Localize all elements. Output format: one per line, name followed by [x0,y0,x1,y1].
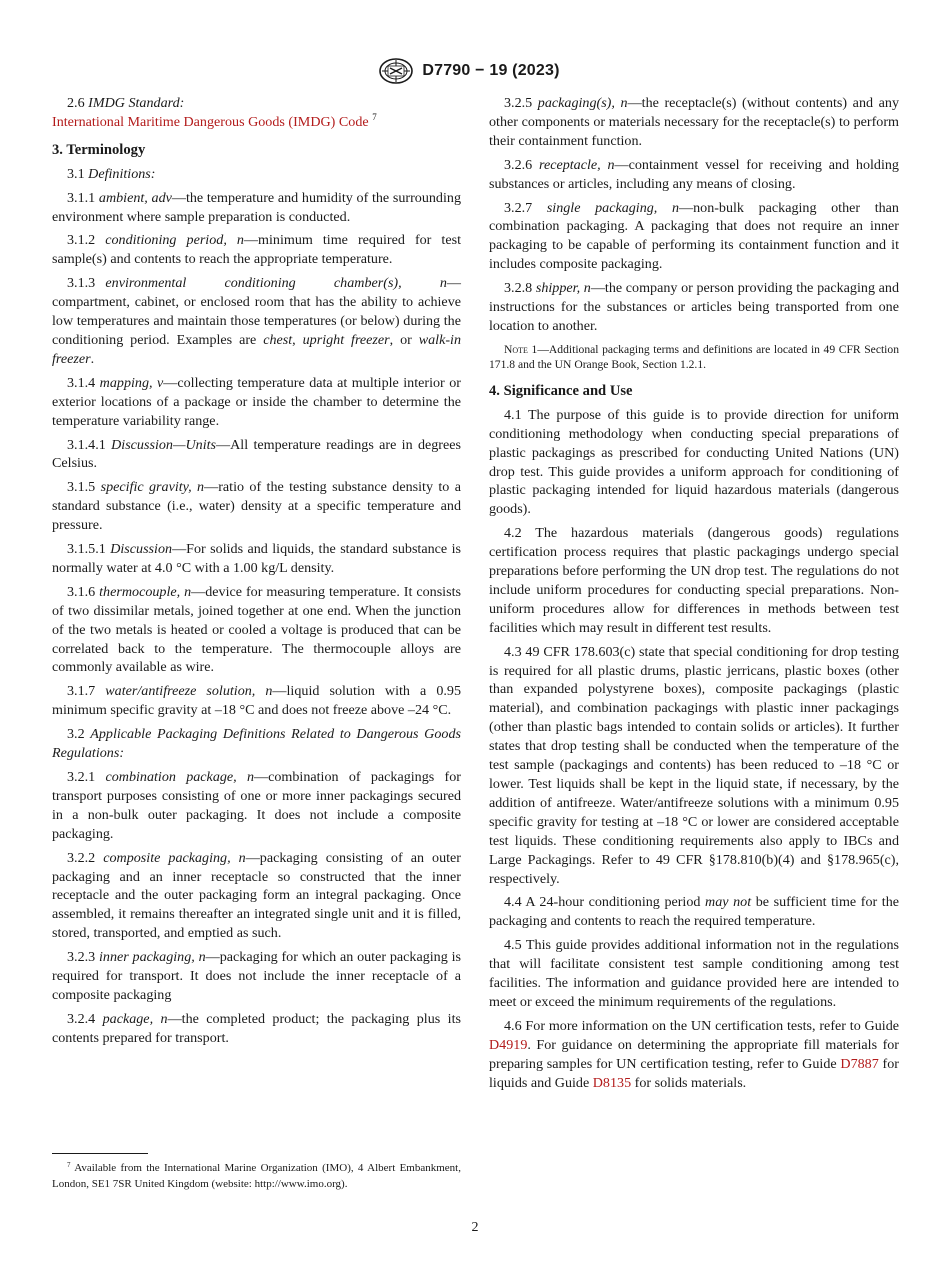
footnote-number: 7 [67,1161,71,1169]
definition-3-1-4-1 [52,436,461,474]
left-column [52,94,461,1053]
definition-term: shipper, n [535,280,591,297]
definition-3-1-7 [52,682,461,720]
definition-text: —All temperature readings are in degrees Celsius. [52,436,461,472]
d7887-link[interactable]: D7887 [840,1055,879,1072]
definition-text: —the temperature and humidity of the surrounding environment where sample preparation is conducted. [52,189,461,225]
definition-text: —packaging consisting of an outer packaging and an inner receptacle so constructed that the inner receptacle and the outer packaging form an integral packaging. Once assembled, it remains thereafter an integrated single unit and it is filled, stored, transported, and emptied as such. [52,849,461,942]
definition-term: single packaging, n [546,199,679,216]
separator: , [292,331,303,348]
definition-text: —liquid solution with a 0.95 minimum specific gravity at –18 °C and does not freeze above –24 °C. [52,683,461,719]
definition-term: Discussion [110,541,173,558]
definition-text: —combination of packagings for transport purposes consisting of one or more inner packagings secured in a non-bulk outer packaging. It does not include a composite packaging. [52,769,461,842]
note-label: Note 1 [504,342,538,356]
definition-term: water/antifreeze solution, n [105,683,273,700]
standard-designation: D7790 − 19 (2023) [422,62,560,79]
definition-3-2-6 [489,156,899,194]
definition-term: specific gravity, n [100,479,205,496]
definition-term: inner packaging, n [99,949,206,966]
section-number: 2.6 [67,95,85,111]
definition-3-2-2 [52,849,461,944]
definition-number: 3.1.4 [67,374,96,391]
astm-logo-icon [378,58,414,84]
definition-text: —device for measuring temperature. It consists of two dissimilar metals, joined together at one end. When the junction of the two metals is heated or cooled a voltage is produced that can be correlated back to the temperature. The thermocouple alloys are commonly available as wire. [52,583,461,676]
paragraph-text: for solids materials. [631,1074,747,1091]
definition-term: conditioning period, n [105,232,244,249]
definition-3-1-2 [52,231,461,269]
right-column [489,94,899,1098]
definition-term: package, n [102,1010,168,1027]
section-3-heading: 3. Terminology [52,141,146,158]
definition-3-1-6 [52,583,461,678]
definition-3-1-5-1 [52,540,461,578]
footnote-7 [52,1161,461,1192]
footnote-text: Available from the International Marine Organization (IMO), 4 Albert Embankment, London, SE1 7SR United Kingdom (website: http://www.imo.org). [52,1162,461,1190]
definition-text: —the company or person providing the packaging and instructions for the substances or articles being transported from one location to another. [489,280,900,334]
paragraph-text: . For guidance on determining the appropriate fill materials for preparing samples for UN certification testing, refer to Guide [489,1036,899,1072]
separator: , or [389,331,419,348]
definition-number: 3.2.5 [504,95,533,111]
definition-3-2-4 [52,1010,461,1048]
definition-text: —packaging for which an outer packaging is required for transport. It does not include the inner receptacle of a composite packaging [52,949,461,1003]
definition-3-1-4 [52,374,461,431]
definition-number: 3.2.1 [67,769,96,785]
paragraph-text: 4.6 For more information on the UN certification tests, refer to Guide [504,1017,899,1034]
definition-term: ambient, adv [98,189,172,206]
example-term: walk-in freezer [52,331,462,367]
section-3-1 [52,165,461,184]
paragraph-4-2: 4.2 The hazardous materials (dangerous goods) regulations certification process requires that plastic packagings undergo special preparations before performing the UN drop test. The regulations do not include uniform procedures for conducting special preparations. Non-uniform procedures allow for differences in methods between test facilities which may result in different test results. [489,525,899,636]
definition-number: 3.2.3 [67,949,96,966]
definition-number: 3.1.5.1 [67,541,106,558]
definition-3-1-5 [52,478,461,535]
footnote-divider [52,1153,148,1154]
definition-number: 3.1.5 [67,479,96,496]
definition-3-2-7 [489,199,899,275]
section-title: Definitions: [88,165,156,182]
definition-number: 3.2.8 [504,280,533,297]
definition-term: composite packaging, n [103,849,246,866]
definition-text: —For solids and liquids, the standard substance is normally water at 4.0 °C with a 1.00 kg/L density. [52,541,461,576]
note-text: —Additional packaging terms and definitions are located in 49 CFR Section 171.8 and the UN Orange Book, Section 1.2.1. [489,342,899,372]
definition-term: combination package, n [105,769,255,785]
definition-number: 3.1.4.1 [67,436,106,453]
definition-number: 3.2.4 [67,1010,96,1027]
definition-3-2-5 [489,94,899,151]
page-header [0,56,950,86]
definition-text: —compartment, cabinet, or enclosed room that has the ability to achieve low temperatures and maintain those temperatures (or below) during the conditioning period. Examples are [52,275,461,348]
definition-number: 3.1.3 [67,275,96,292]
section-3-2 [52,725,461,763]
section-number: 3.2 [67,726,85,743]
definition-text: —ratio of the testing substance density to a standard substance (i.e., water) density at a specific temperature and pressure. [52,479,461,534]
definition-number: 3.2.2 [67,849,96,866]
definition-text: —the receptacle(s) (without contents) and any other components or materials necessary for the receptacle(s) to perform their containment function. [489,95,899,149]
paragraph-4-6 [489,1017,899,1093]
paragraph-text: for liquids and Guide [489,1055,899,1091]
section-title: IMDG Standard: [88,95,185,111]
definition-term: Discussion—Units [111,436,217,453]
definition-3-1-1 [52,189,461,227]
paragraph-text: 4.4 A 24-hour conditioning period [504,894,706,911]
emphasis: may not [705,894,752,911]
example-term: upright freezer [302,331,390,348]
footnote-ref[interactable]: 7 [372,111,377,122]
note-1 [489,342,899,373]
definition-term: thermocouple, n [99,583,192,600]
definition-number: 3.1.6 [67,583,96,600]
paragraph-4-1: 4.1 The purpose of this guide is to provide direction for uniform conditioning methodology when conducting special preparations of plastic packagings as prescribed for conducting United Nations (UN) drop test. This guide provides a uniform approach for conditioning of plastic packaging intended for liquid hazardous materials (dangerous goods). [489,406,899,518]
paragraph-4-3: 4.3 49 CFR 178.603(c) state that special conditioning for drop testing is required for all plastic drums, plastic jerricans, plastic boxes (other than expanded polystyrene boxes), composite packagings (plastic material), and combination packagings with plastic inner packagings (other than plastic bags intended to contain solids or articles). It further states that drop testing shall be conducted when the temperature of the test sample (packagings and contents) has been reduced to –18 °C or lower. Test liquids shall be kept in the liquid state, if necessary, by the addition of antifreeze. Water/antifreeze solutions with a minimum 0.95 specific gravity for testing at –18 °C or lower are considered acceptable test liquids. These conditioning requirements also apply to IBCs and Large Packagings. Refer to 49 CFR §178.810(b)(4) and §178.965(c), respectively. [489,643,899,887]
separator: . [90,350,95,367]
d8135-link[interactable]: D8135 [592,1074,632,1091]
section-title: Applicable Packaging Definitions Related to Dangerous Goods Regulations: [52,726,461,762]
definition-text: —minimum time required for test sample(s) and contents to reach the appropriate temperature. [52,232,461,268]
paragraph-4-4 [489,893,899,931]
paragraph-4-5: 4.5 This guide provides additional information not in the regulations that will facilitate consistent test sample conditioning among test facilities. The information and guidance provided here are intended to meet or exceed the minimum requirements of the regulations. [489,937,899,1010]
definition-term: packaging(s), n [537,95,628,111]
definition-text: —non-bulk packaging other than combination packaging. A packaging that does not require an inner packaging to be capable of performing its containment function and it includes composite packaging. [489,199,899,273]
paragraph-text: be sufficient time for the packaging and contents to reach the required temperature. [489,894,899,930]
imdg-code-link[interactable]: International Maritime Dangerous Goods (IMDG) Code [52,113,369,130]
definition-3-1-3 [52,274,461,369]
definition-term: receptacle, n [538,156,615,173]
definition-number: 3.1.7 [67,683,96,700]
definition-number: 3.2.7 [504,199,533,216]
definition-number: 3.1.1 [67,189,96,206]
section-4-heading: 4. Significance and Use [489,382,633,399]
definition-text: —the completed product; the packaging plus its contents prepared for transport. [52,1010,461,1046]
d4919-link[interactable]: D4919 [489,1036,528,1053]
definition-number: 3.2.6 [504,156,533,173]
definition-term: environmental conditioning chamber(s), n [105,275,447,292]
definition-text: —containment vessel for receiving and holding substances or articles, including any means of closing. [489,156,899,192]
page-number: 2 [471,1220,479,1235]
definition-3-2-8 [489,279,899,336]
section-number: 3.1 [67,165,85,182]
definition-3-2-3 [52,948,461,1005]
example-term: chest [263,331,293,348]
definition-number: 3.1.2 [67,232,96,249]
definition-text: —collecting temperature data at multiple interior or exterior locations of a package or inside the chamber to determine the temperature variability range. [52,374,461,429]
section-2-6 [52,94,461,132]
definition-term: mapping, v [99,374,164,391]
definition-3-2-1 [52,768,461,844]
